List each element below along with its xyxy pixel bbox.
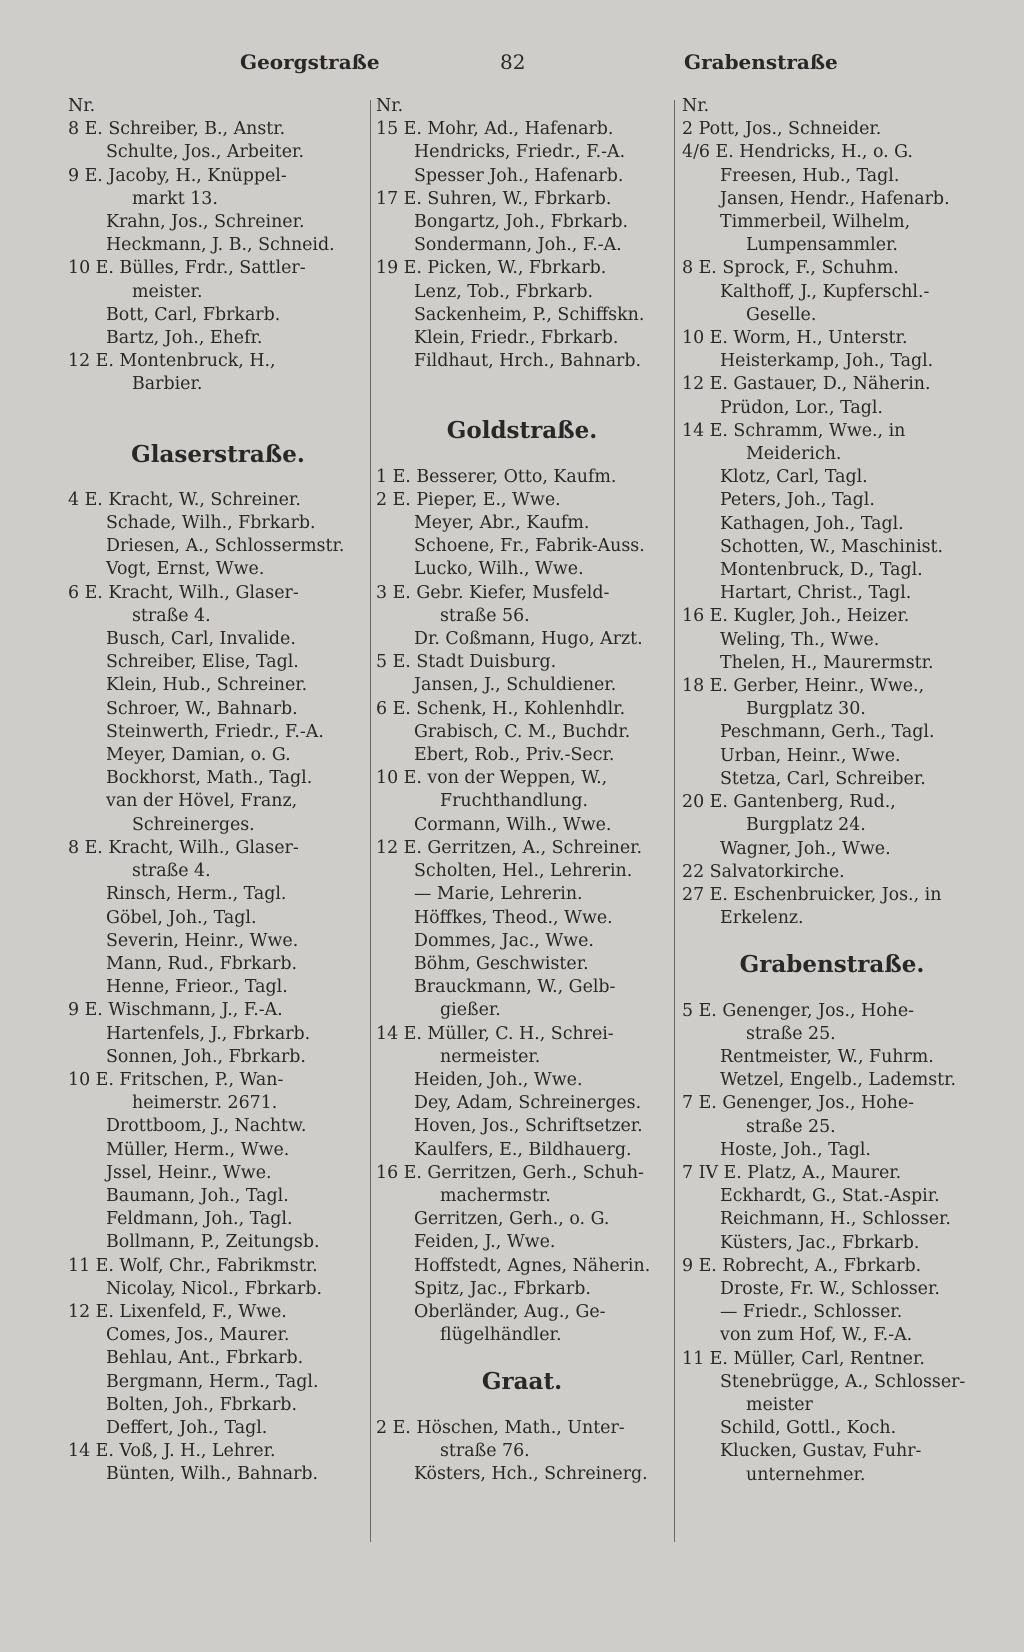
column-right: [682, 95, 982, 1487]
entry: 17 E. Suhren, W., Fbrkarb.: [376, 188, 612, 209]
entry: straße 56.: [440, 605, 530, 626]
entry: Peschmann, Gerh., Tagl.: [720, 722, 935, 743]
entry: Lumpensammler.: [746, 235, 898, 256]
entry: 15 E. Mohr, Ad., Hafenarb.: [376, 119, 614, 140]
entry: straße 4.: [132, 861, 211, 882]
entry: Hartart, Christ., Tagl.: [720, 583, 912, 604]
entry: Klein, Friedr., Fbrkarb.: [414, 328, 619, 349]
entry: 9 E. Robrecht, A., Fbrkarb.: [682, 1255, 922, 1276]
entry: 14 E. Müller, C. H., Schrei-: [376, 1023, 614, 1044]
entry: Oberländer, Aug., Ge-: [414, 1301, 606, 1322]
entry: Jssel, Heinr., Wwe.: [106, 1162, 272, 1183]
entry: Thelen, H., Maurermstr.: [720, 652, 934, 673]
entry: Fruchthandlung.: [440, 791, 589, 812]
entry: Wetzel, Engelb., Lademstr.: [720, 1070, 957, 1091]
entry: Prüdon, Lor., Tagl.: [720, 397, 883, 418]
entry: Spesser Joh., Hafenarb.: [414, 165, 624, 186]
street-heading: Glaserstraße.: [131, 440, 305, 468]
entry: Baumann, Joh., Tagl.: [106, 1185, 289, 1206]
street-heading: Grabenstraße.: [739, 951, 925, 979]
entry: Schild, Gottl., Koch.: [720, 1418, 897, 1439]
entry: 18 E. Gerber, Heinr., Wwe.,: [682, 676, 925, 697]
entry: 8 E. Kracht, Wilh., Glaser-: [68, 837, 299, 858]
entry: Droste, Fr. W., Schlosser.: [720, 1278, 940, 1299]
entry: Heckmann, J. B., Schneid.: [106, 235, 335, 256]
entry: Busch, Carl, Invalide.: [106, 629, 296, 650]
entry: 10 E. Worm, H., Unterstr.: [682, 328, 908, 349]
entry: Schreinerges.: [132, 814, 255, 835]
entry: Bott, Carl, Fbrkarb.: [106, 304, 281, 325]
entry: Küsters, Jac., Fbrkarb.: [720, 1232, 920, 1253]
street-heading: Goldstraße.: [446, 417, 598, 445]
entry: Lucko, Wilh., Wwe.: [414, 559, 584, 580]
entry: 12 E. Gastauer, D., Näherin.: [682, 374, 931, 395]
column-middle: [376, 95, 668, 1486]
entry: 6 E. Schenk, H., Kohlenhdlr.: [376, 698, 626, 719]
entry: 10 E. Fritschen, P., Wan-: [68, 1069, 284, 1090]
entry: Kalthoff, J., Kupferschl.-: [720, 281, 930, 302]
entry: Steinwerth, Friedr., F.-A.: [106, 721, 324, 742]
street-heading: Graat.: [481, 1368, 563, 1396]
entry: Grabisch, C. M., Buchdr.: [414, 721, 631, 742]
entry: von zum Hof, W., F.-A.: [720, 1325, 913, 1346]
entry: Bolten, Joh., Fbrkarb.: [106, 1394, 297, 1415]
entry: Heisterkamp, Joh., Tagl.: [720, 351, 934, 372]
entry: Krahn, Jos., Schreiner.: [106, 212, 305, 233]
entry: Schotten, W., Maschinist.: [720, 536, 944, 557]
entry: straße 25.: [746, 1023, 836, 1044]
entry: 9 E. Jacoby, H., Knüppel-: [68, 165, 287, 186]
entry: Urban, Heinr., Wwe.: [720, 745, 901, 766]
entry: Hartenfels, J., Fbrkarb.: [106, 1023, 311, 1044]
entry: 22 Salvatorkirche.: [682, 861, 845, 882]
entry: Schulte, Jos., Arbeiter.: [106, 142, 304, 163]
column-rule: [370, 100, 371, 1542]
entry: Barbier.: [132, 374, 203, 395]
entry: 12 E. Lixenfeld, F., Wwe.: [68, 1301, 287, 1322]
running-header-left: Georgstraße: [240, 50, 380, 74]
entry: 3 E. Gebr. Kiefer, Musfeld-: [376, 582, 610, 603]
entry: Feiden, J., Wwe.: [414, 1232, 556, 1253]
entry: Bergmann, Herm., Tagl.: [106, 1371, 319, 1392]
running-header-right: Grabenstraße: [684, 50, 838, 74]
entry: Hoste, Joh., Tagl.: [720, 1139, 871, 1160]
entry: Ebert, Rob., Priv.-Secr.: [414, 745, 615, 766]
entry: 5 E. Stadt Duisburg.: [376, 652, 557, 673]
entry: Heiden, Joh., Wwe.: [414, 1069, 583, 1090]
entry: 12 E. Gerritzen, A., Schreiner.: [376, 837, 643, 858]
page-number: 82: [500, 50, 526, 74]
entry: — Marie, Lehrerin.: [414, 884, 583, 905]
entry: Cormann, Wilh., Wwe.: [414, 814, 612, 835]
entry: markt 13.: [132, 188, 218, 209]
entry: 2 Pott, Jos., Schneider.: [682, 119, 882, 140]
entry: Meyer, Abr., Kaufm.: [414, 513, 590, 534]
entry: 27 E. Eschenbruicker, Jos., in: [682, 884, 942, 905]
column-label: Nr.: [376, 96, 404, 116]
entry: 19 E. Picken, W., Fbrkarb.: [376, 258, 607, 279]
entry: 14 E. Voß, J. H., Lehrer.: [68, 1441, 276, 1462]
entry: 10 E. von der Weppen, W.,: [376, 768, 608, 789]
entry: 6 E. Kracht, Wilh., Glaser-: [68, 582, 299, 603]
entry: Klein, Hub., Schreiner.: [106, 675, 308, 696]
entry: Dey, Adam, Schreinerges.: [414, 1093, 642, 1114]
entry: heimerstr. 2671.: [132, 1093, 278, 1114]
entry: Nicolay, Nicol., Fbrkarb.: [106, 1278, 323, 1299]
entry: Stetza, Carl, Schreiber.: [720, 768, 926, 789]
entry: Bollmann, P., Zeitungsb.: [106, 1232, 320, 1253]
entry: 7 IV E. Platz, A., Maurer.: [682, 1162, 902, 1183]
entry: 2 E. Pieper, E., Wwe.: [376, 489, 561, 510]
entry: meister: [746, 1394, 813, 1415]
entry: Meiderich.: [746, 444, 842, 465]
entry: 11 E. Müller, Carl, Rentner.: [682, 1348, 925, 1369]
entry: Jansen, Hendr., Hafenarb.: [720, 188, 950, 209]
entry: Burgplatz 24.: [746, 815, 866, 836]
column-left: [68, 95, 368, 1487]
entry: Schreiber, Elise, Tagl.: [106, 652, 299, 673]
entry: flügelhändler.: [440, 1325, 562, 1346]
entry: Bongartz, Joh., Fbrkarb.: [414, 212, 629, 233]
entry: Drottboom, J., Nachtw.: [106, 1116, 307, 1137]
entry: Behlau, Ant., Fbrkarb.: [106, 1348, 304, 1369]
entry: Severin, Heinr., Wwe.: [106, 930, 299, 951]
entry: 5 E. Genenger, Jos., Hohe-: [682, 1000, 915, 1021]
entry: 16 E. Gerritzen, Gerh., Schuh-: [376, 1162, 644, 1183]
entry: Göbel, Joh., Tagl.: [106, 907, 257, 928]
entry: Klotz, Carl, Tagl.: [720, 467, 868, 488]
entry: Henne, Frieor., Tagl.: [106, 977, 288, 998]
entry: Wagner, Joh., Wwe.: [720, 838, 891, 859]
column-label: Nr.: [68, 96, 96, 116]
entry: Sondermann, Joh., F.-A.: [414, 235, 622, 256]
entry: 8 E. Schreiber, B., Anstr.: [68, 119, 286, 140]
entry: Bartz, Joh., Ehefr.: [106, 328, 263, 349]
entry: Jansen, J., Schuldiener.: [414, 675, 617, 696]
entry: Peters, Joh., Tagl.: [720, 490, 875, 511]
entry: meister.: [132, 281, 203, 302]
entry: Dommes, Jac., Wwe.: [414, 930, 594, 951]
entry: Böhm, Geschwister.: [414, 953, 589, 974]
entry: 1 E. Besserer, Otto, Kaufm.: [376, 466, 617, 487]
entry: van der Hövel, Franz,: [106, 791, 298, 812]
entry: Feldmann, Joh., Tagl.: [106, 1209, 293, 1230]
entry: 9 E. Wischmann, J., F.-A.: [68, 1000, 283, 1021]
entry: Höffkes, Theod., Wwe.: [414, 907, 613, 928]
entry: Kösters, Hch., Schreinerg.: [414, 1463, 648, 1484]
entry: Lenz, Tob., Fbrkarb.: [414, 281, 594, 302]
entry: Schroer, W., Bahnarb.: [106, 698, 298, 719]
entry: 14 E. Schramm, Wwe., in: [682, 420, 906, 441]
entry: Hendricks, Friedr., F.-A.: [414, 142, 626, 163]
entry: Reichmann, H., Schlosser.: [720, 1209, 951, 1230]
entry: Weling, Th., Wwe.: [720, 629, 880, 650]
entry: 12 E. Montenbruck, H.,: [68, 351, 276, 372]
entry: unternehmer.: [746, 1464, 866, 1485]
entry: Bockhorst, Math., Tagl.: [106, 768, 313, 789]
entry: Mann, Rud., Fbrkarb.: [106, 953, 298, 974]
entry: Driesen, A., Schlossermstr.: [106, 536, 345, 557]
entry: Meyer, Damian, o. G.: [106, 745, 291, 766]
entry: 11 E. Wolf, Chr., Fabrikmstr.: [68, 1255, 318, 1276]
entry: Dr. Coßmann, Hugo, Arzt.: [414, 629, 643, 650]
entry: Schoene, Fr., Fabrik-Auss.: [414, 536, 645, 557]
entry: — Friedr., Schlosser.: [720, 1302, 903, 1323]
entry: Kaulfers, E., Bildhauerg.: [414, 1139, 632, 1160]
entry: Burgplatz 30.: [746, 699, 866, 720]
entry: nermeister.: [440, 1046, 541, 1067]
entry: Comes, Jos., Maurer.: [106, 1325, 290, 1346]
column-label: Nr.: [682, 96, 710, 116]
entry: straße 4.: [132, 605, 211, 626]
entry: Klucken, Gustav, Fuhr-: [720, 1441, 922, 1462]
entry: Brauckmann, W., Gelb-: [414, 977, 616, 998]
entry: 4/6 E. Hendricks, H., o. G.: [682, 142, 913, 163]
entry: machermstr.: [440, 1185, 551, 1206]
entry: Müller, Herm., Wwe.: [106, 1139, 290, 1160]
column-rule: [674, 100, 675, 1542]
entry: Spitz, Jac., Fbrkarb.: [414, 1278, 591, 1299]
entry: 2 E. Höschen, Math., Unter-: [376, 1417, 625, 1438]
entry: Kathagen, Joh., Tagl.: [720, 513, 904, 534]
entry: Eckhardt, G., Stat.-Aspir.: [720, 1186, 940, 1207]
entry: 20 E. Gantenberg, Rud.,: [682, 792, 896, 813]
entry: Vogt, Ernst, Wwe.: [106, 559, 265, 580]
entry: Hoffstedt, Agnes, Näherin.: [414, 1255, 651, 1276]
entry: Sackenheim, P., Schiffskn.: [414, 304, 645, 325]
entry: Timmerbeil, Wilhelm,: [720, 212, 911, 233]
entry: straße 25.: [746, 1116, 836, 1137]
entry: Rentmeister, W., Fuhrm.: [720, 1046, 934, 1067]
entry: Fildhaut, Hrch., Bahnarb.: [414, 351, 642, 372]
entry: 8 E. Sprock, F., Schuhm.: [682, 258, 899, 279]
entry: 7 E. Genenger, Jos., Hohe-: [682, 1093, 915, 1114]
entry: Rinsch, Herm., Tagl.: [106, 884, 287, 905]
entry: Freesen, Hub., Tagl.: [720, 165, 900, 186]
entry: Schade, Wilh., Fbrkarb.: [106, 513, 316, 534]
entry: Hoven, Jos., Schriftsetzer.: [414, 1116, 643, 1137]
entry: Deffert, Joh., Tagl.: [106, 1417, 268, 1438]
entry: 16 E. Kugler, Joh., Heizer.: [682, 606, 910, 627]
entry: Gerritzen, Gerh., o. G.: [414, 1209, 610, 1230]
entry: Scholten, Hel., Lehrerin.: [414, 861, 633, 882]
entry: Erkelenz.: [720, 908, 804, 929]
entry: gießer.: [440, 1000, 501, 1021]
entry: Stenebrügge, A., Schlosser-: [720, 1371, 966, 1392]
entry: Sonnen, Joh., Fbrkarb.: [106, 1046, 306, 1067]
entry: Montenbruck, D., Tagl.: [720, 560, 923, 581]
entry: 10 E. Bülles, Frdr., Sattler-: [68, 258, 306, 279]
entry: Bünten, Wilh., Bahnarb.: [106, 1464, 319, 1485]
entry: 4 E. Kracht, W., Schreiner.: [68, 489, 301, 510]
entry: straße 76.: [440, 1440, 530, 1461]
entry: Geselle.: [746, 304, 817, 325]
